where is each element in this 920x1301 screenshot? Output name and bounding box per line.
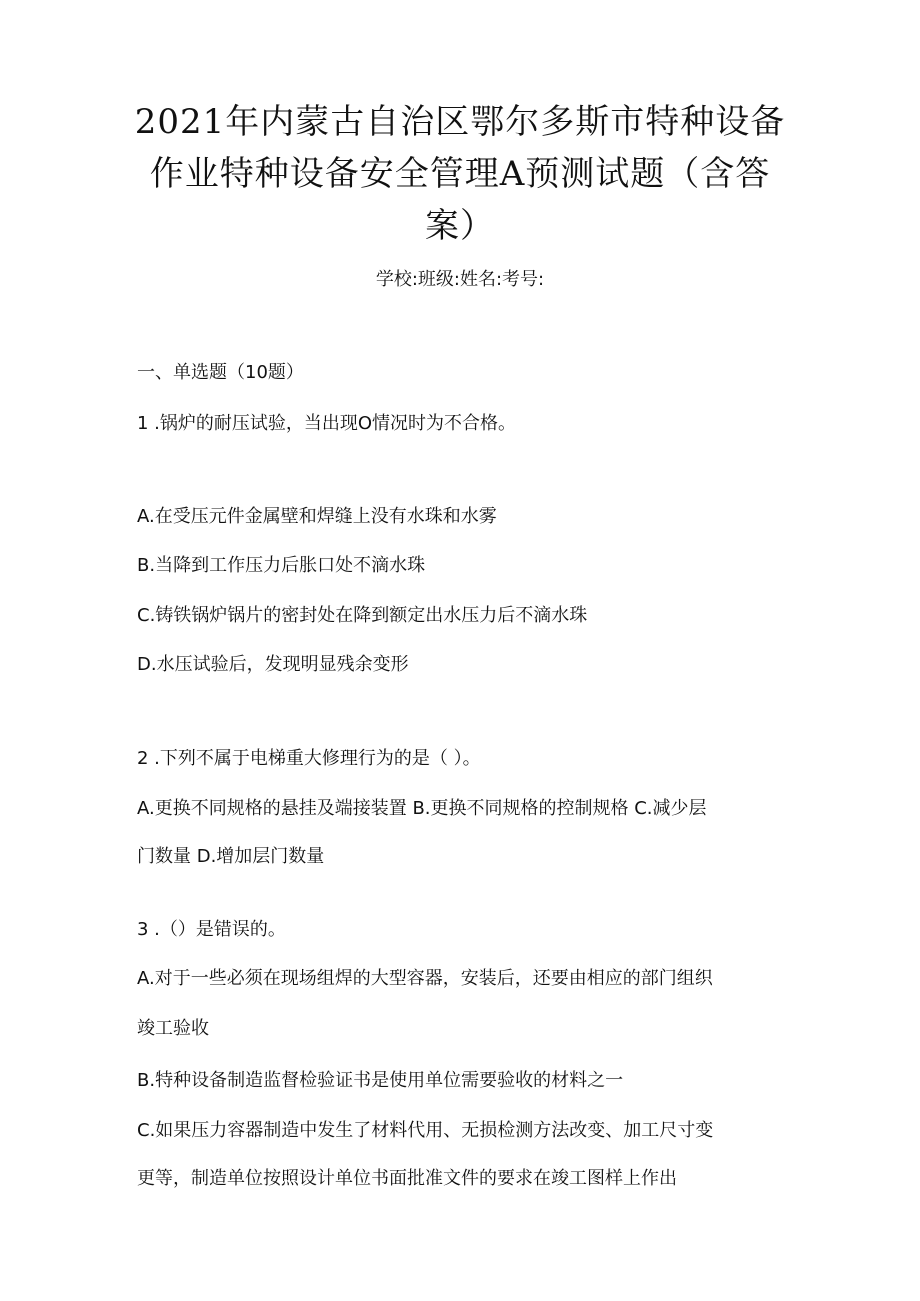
section-heading: 一、单选题（10题）: [137, 362, 304, 383]
question-1-stem: 1 .锅炉的耐压试验，当出现O情况时为不合格。: [137, 413, 517, 434]
question-3-option-a-line-2: 竣工验收: [137, 1018, 209, 1039]
question-3-option-b: B.特种设备制造监督检验证书是使用单位需要验收的材料之一: [137, 1070, 624, 1091]
question-2-options-line-2: 门数量 D.增加层门数量: [137, 846, 325, 867]
question-1-option-a: A.在受压元件金属壁和焊缝上没有水珠和水雾: [137, 506, 497, 527]
question-3-option-c-line-2: 更等，制造单位按照设计单位书面批准文件的要求在竣工图样上作出: [137, 1168, 677, 1189]
question-1-option-b: B.当降到工作压力后胀口处不滴水珠: [137, 555, 426, 576]
question-3-option-c-line-1: C.如果压力容器制造中发生了材料代用、无损检测方法改变、加工尺寸变: [137, 1120, 714, 1141]
student-info-line: 学校:班级:姓名:考号:: [375, 269, 545, 290]
document-title: [120, 96, 800, 252]
title-line-1: 2021年内蒙古自治区鄂尔多斯市特种设备: [134, 102, 786, 142]
title-line-3: 案）: [425, 206, 495, 246]
question-1-option-d: D.水压试验后，发现明显残余变形: [137, 654, 409, 675]
title-line-2: 作业特种设备安全管理A预测试题（含答: [149, 154, 771, 194]
question-3-stem: 3 .（）是错误的。: [137, 919, 286, 940]
question-1-option-c: C.铸铁锅炉锅片的密封处在降到额定出水压力后不滴水珠: [137, 605, 588, 626]
question-3-option-a-line-1: A.对于一些必须在现场组焊的大型容器，安装后，还要由相应的部门组织: [137, 968, 713, 989]
question-2-options-line-1: A.更换不同规格的悬挂及端接装置 B.更换不同规格的控制规格 C.减少层: [137, 798, 707, 819]
question-2-stem: 2 .下列不属于电梯重大修理行为的是（ ）。: [137, 748, 481, 769]
